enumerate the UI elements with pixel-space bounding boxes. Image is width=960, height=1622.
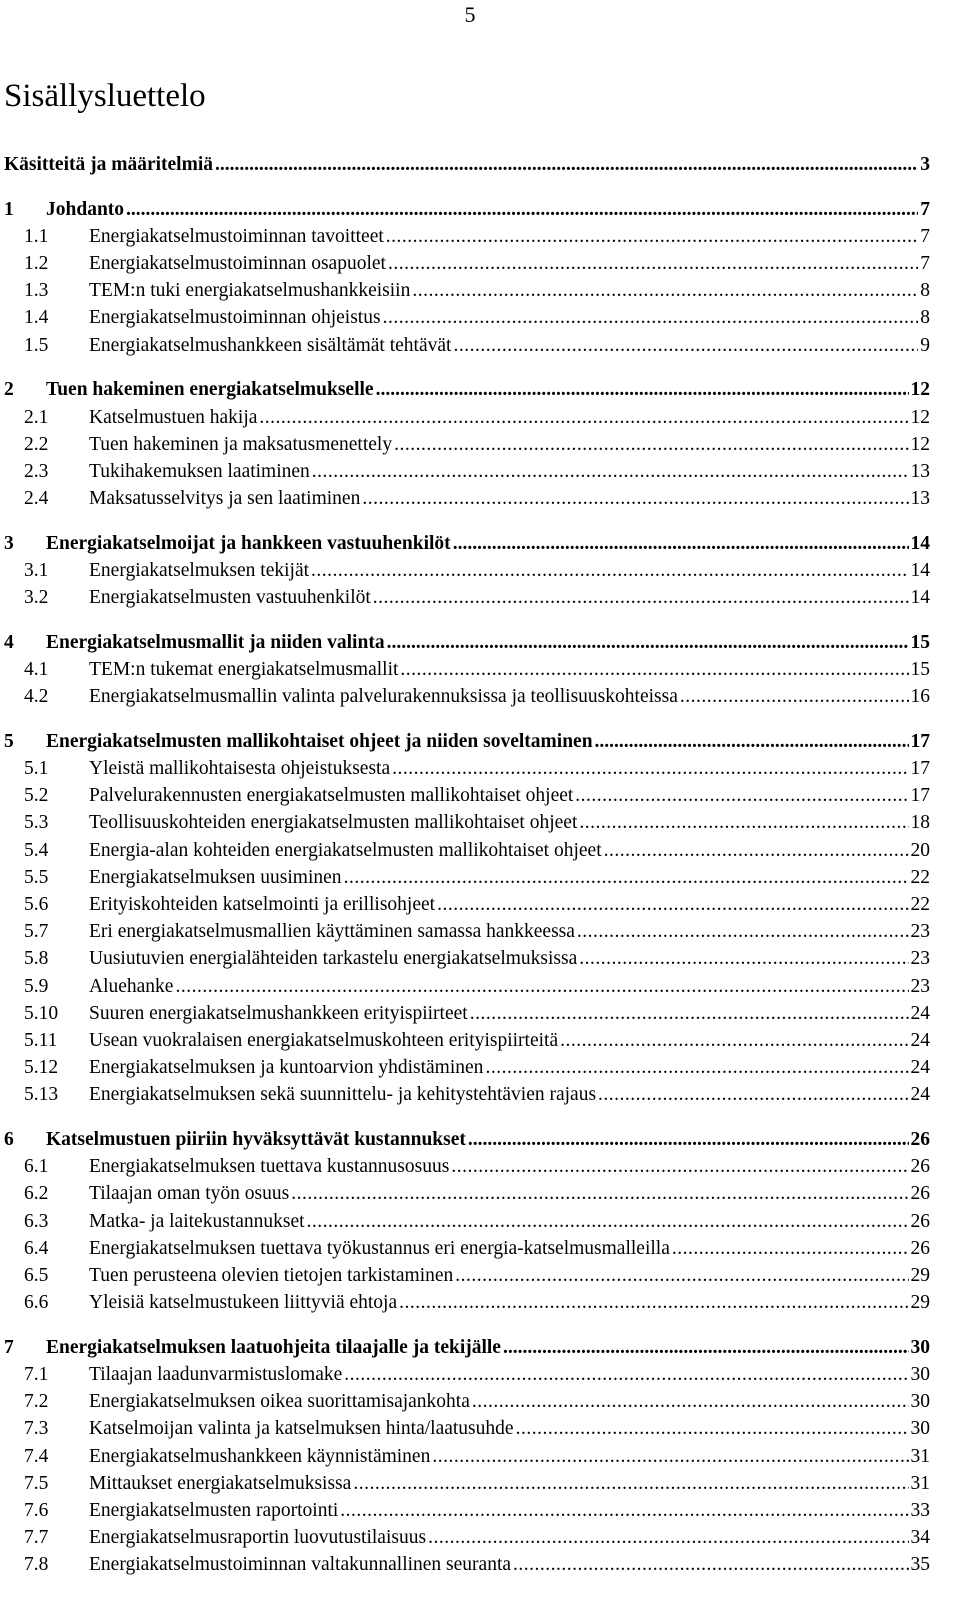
toc-chapter-entry[interactable] [4,379,930,406]
toc-entry-number: 5.4 [24,839,49,861]
toc-section-entry[interactable] [4,1554,930,1581]
toc-entry-number: 1.2 [24,253,49,275]
toc-dot-leader [376,379,909,401]
toc-dot-leader [307,1211,909,1233]
toc-entry-title: Tukihakemuksen laatiminen [89,460,310,482]
toc-entry-page: 8 [920,307,930,329]
toc-dot-leader [340,1500,908,1522]
toc-entry-number: 4.1 [24,659,49,680]
toc-entry-number: 1.4 [24,307,49,329]
toc-entry-title: Energiakatselmuksen uusiminen [89,866,342,888]
toc-entry-number: 4 [4,631,14,653]
toc-dot-leader [291,1183,908,1205]
toc-entry-page: 14 [910,559,930,581]
toc-entry-page: 12 [910,406,930,428]
toc-section-entry[interactable] [4,976,930,1003]
toc-entry-number: 2.1 [24,406,49,428]
toc-dot-leader [598,1084,908,1106]
toc-entry-page: 26 [910,1156,930,1178]
toc-dot-leader [595,731,909,753]
toc-entry-title: Yleistä mallikohtaisesta ohjeistuksesta [89,758,391,780]
toc-entry-page: 17 [910,758,930,780]
toc-dot-leader [215,154,918,176]
toc-entry-number: 3 [4,532,14,554]
toc-section-entry[interactable] [4,659,930,686]
toc-entry-page: 14 [910,587,930,609]
toc-dot-leader [175,976,908,998]
toc-section-entry[interactable] [4,1211,930,1238]
toc-entry-number: 5.13 [24,1084,59,1106]
toc-entry-page: 31 [910,1445,930,1467]
toc-entry-page: 29 [910,1264,930,1286]
toc-entry-title: TEM:n tukemat energiakatselmusmallit [89,659,399,680]
toc-entry-title: Katselmoijan valinta ja katselmuksen hinta/laatusuhde [89,1418,514,1440]
toc-entry-page: 31 [910,1472,930,1494]
toc-entry-page: 23 [910,948,930,970]
toc-dot-leader [353,1473,908,1495]
toc-dot-leader [126,199,918,221]
toc-section-entry[interactable] [4,1446,930,1473]
toc-entry-title: Aluehanke [89,975,174,997]
toc-entry-number: 7.2 [24,1391,49,1413]
toc-entry-title: Matka- ja laitekustannukset [89,1210,305,1232]
toc-section-entry[interactable] [4,921,930,948]
toc-chapter-entry[interactable] [4,1129,930,1156]
toc-entry-number: 5.3 [24,812,49,834]
toc-dot-leader [373,587,909,609]
page-title: Sisällysluettelo [4,78,206,114]
toc-entry-page: 30 [910,1391,930,1413]
toc-entry-number: 5.12 [24,1057,59,1079]
toc-entry-title: Mittaukset energiakatselmuksissa [89,1472,352,1494]
toc-dot-leader [394,434,908,456]
toc-section-entry[interactable] [4,1156,930,1183]
toc-entry-number: 1 [4,198,14,220]
toc-entry-page: 13 [910,460,930,482]
toc-chapter-entry[interactable] [4,1337,930,1364]
toc-entry-title: Erityiskohteiden katselmointi ja erillisohjeet [89,894,436,915]
toc-section-entry[interactable] [4,307,930,334]
toc-entry-page: 15 [910,631,930,653]
toc-entry-page: 7 [920,198,930,220]
toc-entry-page: 22 [910,866,930,888]
toc-entry-title: Energiakatselmuksen tuettava kustannusosuus [89,1156,450,1178]
toc-section-entry[interactable] [4,1003,930,1030]
toc-entry-page: 33 [910,1499,930,1521]
toc-entry-number: 5.5 [24,866,49,888]
toc-section-entry[interactable] [4,587,930,614]
toc-dot-leader [388,253,918,275]
toc-section-entry[interactable] [4,1030,930,1057]
toc-entry-title: Energiakatselmoijat ja hankkeen vastuuhenkilöt [46,532,451,554]
toc-section-entry[interactable] [4,1418,930,1445]
toc-section-entry[interactable] [4,840,930,867]
toc-entry-page: 26 [910,1237,930,1259]
toc-entry-page: 30 [910,1336,930,1358]
toc-dot-leader [432,1446,908,1468]
toc-entry-title: Uusiutuvien energialähteiden tarkastelu energiakatselmuksissa [89,948,578,970]
toc-chapter-entry[interactable] [4,199,930,226]
toc-entry-page: 3 [920,154,930,175]
toc-entry-title: Energiakatselmusten vastuuhenkilöt [89,587,371,609]
toc-dot-leader [392,758,908,780]
toc-entry-page: 16 [910,686,930,708]
toc-dot-leader [437,894,908,916]
toc-dot-leader [344,867,909,889]
toc-entry-page: 22 [910,894,930,915]
toc-entry-number: 2.2 [24,433,49,455]
toc-entry-number: 5 [4,730,14,752]
toc-section-entry[interactable] [4,1238,930,1265]
toc-entry-number: 2.3 [24,460,49,482]
toc-section-entry[interactable] [4,488,930,515]
toc-entry-page: 26 [910,1210,930,1232]
toc-entry-number: 3.2 [24,587,49,609]
toc-entry-page: 23 [910,921,930,943]
toc-entry-number: 4.2 [24,686,49,708]
toc-dot-leader [577,921,909,943]
toc-entry-page: 24 [910,1084,930,1106]
toc-entry-page: 35 [910,1554,930,1576]
toc-entry-number: 6.1 [24,1156,49,1178]
toc-entry-number: 6.4 [24,1237,49,1259]
toc-entry-title: Energiakatselmuksen ja kuntoarvion yhdistäminen [89,1057,484,1079]
toc-entry-number: 2 [4,379,14,401]
toc-entry-title: Energiakatselmuksen sekä suunnittelu- ja kehitystehtävien rajaus [89,1084,597,1106]
toc-dot-leader [680,686,909,708]
toc-section-entry[interactable] [4,1084,930,1111]
toc-dot-leader [386,226,918,248]
toc-entry-number: 7.7 [24,1527,49,1549]
toc-section-entry[interactable] [4,948,930,975]
toc-entry-title: Energiakatselmustoiminnan osapuolet [89,253,386,275]
toc-entry-number: 7 [4,1336,14,1358]
toc-dot-leader [259,407,908,429]
toc-entry-title: Energiakatselmusmallin valinta palvelurakennuksissa ja teollisuuskohteissa [89,686,678,708]
toc-entry-number: 6.6 [24,1292,49,1314]
toc-entry-title: Tilaajan laadunvarmistuslomake [89,1364,343,1385]
toc-section-entry[interactable] [4,434,930,461]
toc-entry-title: Tuen perusteena olevien tietojen tarkistaminen [89,1264,454,1286]
toc-section-entry[interactable] [4,1473,930,1500]
toc-entry-title: Käsitteitä ja määritelmiä [4,154,214,175]
toc-entry-title: Suuren energiakatselmushankkeen erityispiirteet [89,1002,468,1024]
toc-dot-leader [560,1030,908,1052]
toc-entry-title: Energiakatselmushankkeen sisältämät tehtävät [89,334,452,356]
toc-entry-page: 29 [910,1292,930,1314]
toc-dot-leader [468,1129,909,1151]
toc-entry-page: 17 [910,730,930,752]
toc-dot-leader [579,812,908,834]
toc-section-entry[interactable] [4,867,930,894]
toc-entry-title: Tuen hakeminen ja maksatusmenettely [89,433,393,455]
toc-entry-page: 24 [910,1029,930,1051]
toc-entry-title: Energia-alan kohteiden energiakatselmusten mallikohtaiset ohjeet [89,839,602,861]
toc-dot-leader [344,1364,908,1386]
toc-entry-page: 8 [920,280,930,302]
toc-entry-page: 12 [910,433,930,455]
toc-entry-page: 26 [910,1183,930,1205]
toc-entry-number: 6.3 [24,1210,49,1232]
toc-entry-title: Maksatusselvitys ja sen laatiminen [89,488,361,510]
toc-entry-title: Energiakatselmusten raportointi [89,1499,339,1521]
toc-entry-title: Usean vuokralaisen energiakatselmuskohteen erityispiirteitä [89,1029,559,1051]
toc-entry-number: 6 [4,1129,14,1150]
toc-entry-title: Johdanto [46,198,125,220]
toc-dot-leader [362,488,908,510]
toc-entry-number: 7.6 [24,1499,49,1521]
toc-section-entry[interactable] [4,1057,930,1084]
toc-entry-title: Eri energiakatselmusmallien käyttäminen samassa hankkeessa [89,921,575,943]
toc-section-entry[interactable] [4,1265,930,1292]
toc-entry-number: 1.3 [24,280,49,302]
toc-dot-leader [579,948,908,970]
toc-dot-leader [672,1238,909,1260]
toc-entry-title: Teollisuuskohteiden energiakatselmusten mallikohtaiset ohjeet [89,812,578,834]
toc-entry-title: Energiakatselmustoiminnan valtakunnallinen seuranta [89,1554,512,1576]
toc-dot-leader [412,280,918,302]
toc-entry-page: 30 [910,1364,930,1385]
toc-entry-number: 2.4 [24,488,49,510]
toc-entry-page: 14 [910,532,930,554]
toc-entry-title: Energiakatselmuksen tuettava työkustannus eri energia-katselmusmalleilla [89,1237,670,1259]
toc-entry-number: 5.7 [24,921,49,943]
table-of-contents [4,154,930,1582]
toc-entry-number: 7.3 [24,1418,49,1440]
toc-entry-number: 5.11 [24,1029,58,1051]
toc-entry-page: 24 [910,1002,930,1024]
toc-entry-title: Energiakatselmusten mallikohtaiset ohjeet ja niiden soveltaminen [46,730,593,752]
toc-dot-leader [312,461,909,483]
toc-entry-page: 17 [910,785,930,807]
toc-chapter-entry[interactable] [4,154,930,181]
page-number: 5 [464,2,476,27]
toc-entry-title: TEM:n tuki energiakatselmushankkeisiin [89,280,411,302]
toc-dot-leader [451,1156,908,1178]
toc-dot-leader [575,785,908,807]
toc-section-entry[interactable] [4,785,930,812]
toc-entry-title: Energiakatselmuksen tekijät [89,559,310,581]
toc-entry-page: 26 [910,1129,930,1150]
toc-chapter-entry[interactable] [4,731,930,758]
toc-dot-leader [513,1554,908,1576]
toc-entry-number: 3.1 [24,559,49,581]
toc-entry-page: 18 [910,812,930,834]
toc-entry-title: Palvelurakennusten energiakatselmusten mallikohtaiset ohjeet [89,785,574,807]
toc-dot-leader [485,1057,908,1079]
toc-section-entry[interactable] [4,335,930,362]
toc-entry-number: 5.10 [24,1002,59,1024]
toc-entry-title: Yleisiä katselmustukeen liittyviä ehtoja [89,1292,398,1314]
toc-entry-title: Energiakatselmuksen laatuohjeita tilaajalle ja tekijälle [46,1336,501,1358]
toc-entry-page: 23 [910,975,930,997]
toc-entry-page: 9 [920,334,930,356]
toc-entry-number: 5.6 [24,894,49,915]
toc-chapter-entry[interactable] [4,632,930,659]
toc-dot-leader [311,560,908,582]
toc-section-entry[interactable] [4,1527,930,1554]
toc-entry-title: Energiakatselmusraportin luovutustilaisuus [89,1527,427,1549]
toc-entry-page: 12 [910,379,930,401]
toc-dot-leader [428,1527,908,1549]
toc-section-entry[interactable] [4,226,930,253]
toc-entry-title: Tuen hakeminen energiakatselmukselle [46,379,374,401]
toc-entry-number: 7.5 [24,1472,49,1494]
toc-section-entry[interactable] [4,758,930,785]
toc-entry-number: 5.2 [24,785,49,807]
toc-section-entry[interactable] [4,812,930,839]
toc-dot-leader [453,533,909,555]
toc-entry-page: 7 [920,225,930,247]
toc-entry-title: Katselmustuen piiriin hyväksyttävät kustannukset [46,1129,466,1150]
toc-entry-number: 6.2 [24,1183,49,1205]
toc-entry-number: 7.8 [24,1554,49,1576]
toc-entry-title: Katselmustuen hakija [89,406,258,428]
toc-section-entry[interactable] [4,461,930,488]
toc-section-entry[interactable] [4,407,930,434]
toc-dot-leader [604,840,909,862]
toc-dot-leader [399,1292,908,1314]
toc-dot-leader [387,632,909,654]
toc-entry-page: 15 [910,659,930,680]
toc-entry-number: 5.9 [24,975,49,997]
toc-section-entry[interactable] [4,253,930,280]
toc-dot-leader [503,1337,909,1359]
toc-entry-page: 24 [910,1057,930,1079]
toc-dot-leader [472,1391,909,1413]
toc-section-entry[interactable] [4,560,930,587]
toc-section-entry[interactable] [4,1292,930,1319]
toc-dot-leader [455,1265,908,1287]
toc-entry-page: 20 [910,839,930,861]
toc-entry-title: Tilaajan oman työn osuus [89,1183,290,1205]
toc-entry-title: Energiakatselmustoiminnan tavoitteet [89,225,384,247]
toc-dot-leader [453,335,918,357]
toc-section-entry[interactable] [4,1364,930,1391]
toc-entry-number: 1.1 [24,225,49,247]
toc-section-entry[interactable] [4,686,930,713]
toc-entry-title: Energiakatselmusmallit ja niiden valinta [46,631,385,653]
toc-entry-number: 5.1 [24,758,49,780]
toc-section-entry[interactable] [4,280,930,307]
toc-entry-page: 34 [910,1527,930,1549]
toc-section-entry[interactable] [4,1500,930,1527]
toc-dot-leader [470,1003,909,1025]
toc-entry-number: 5.8 [24,948,49,970]
toc-entry-number: 7.1 [24,1364,49,1385]
toc-section-entry[interactable] [4,1391,930,1418]
toc-entry-number: 7.4 [24,1445,49,1467]
toc-entry-title: Energiakatselmuksen oikea suorittamisajankohta [89,1391,470,1413]
toc-entry-number: 1.5 [24,334,49,356]
toc-entry-title: Energiakatselmushankkeen käynnistäminen [89,1445,431,1467]
toc-dot-leader [400,659,908,681]
toc-section-entry[interactable] [4,894,930,921]
toc-section-entry[interactable] [4,1183,930,1210]
toc-chapter-entry[interactable] [4,533,930,560]
toc-entry-page: 13 [910,488,930,510]
toc-entry-page: 30 [910,1418,930,1440]
toc-dot-leader [516,1418,909,1440]
toc-dot-leader [383,307,919,329]
toc-entry-page: 7 [920,253,930,275]
toc-entry-number: 6.5 [24,1264,49,1286]
toc-entry-title: Energiakatselmustoiminnan ohjeistus [89,307,381,329]
